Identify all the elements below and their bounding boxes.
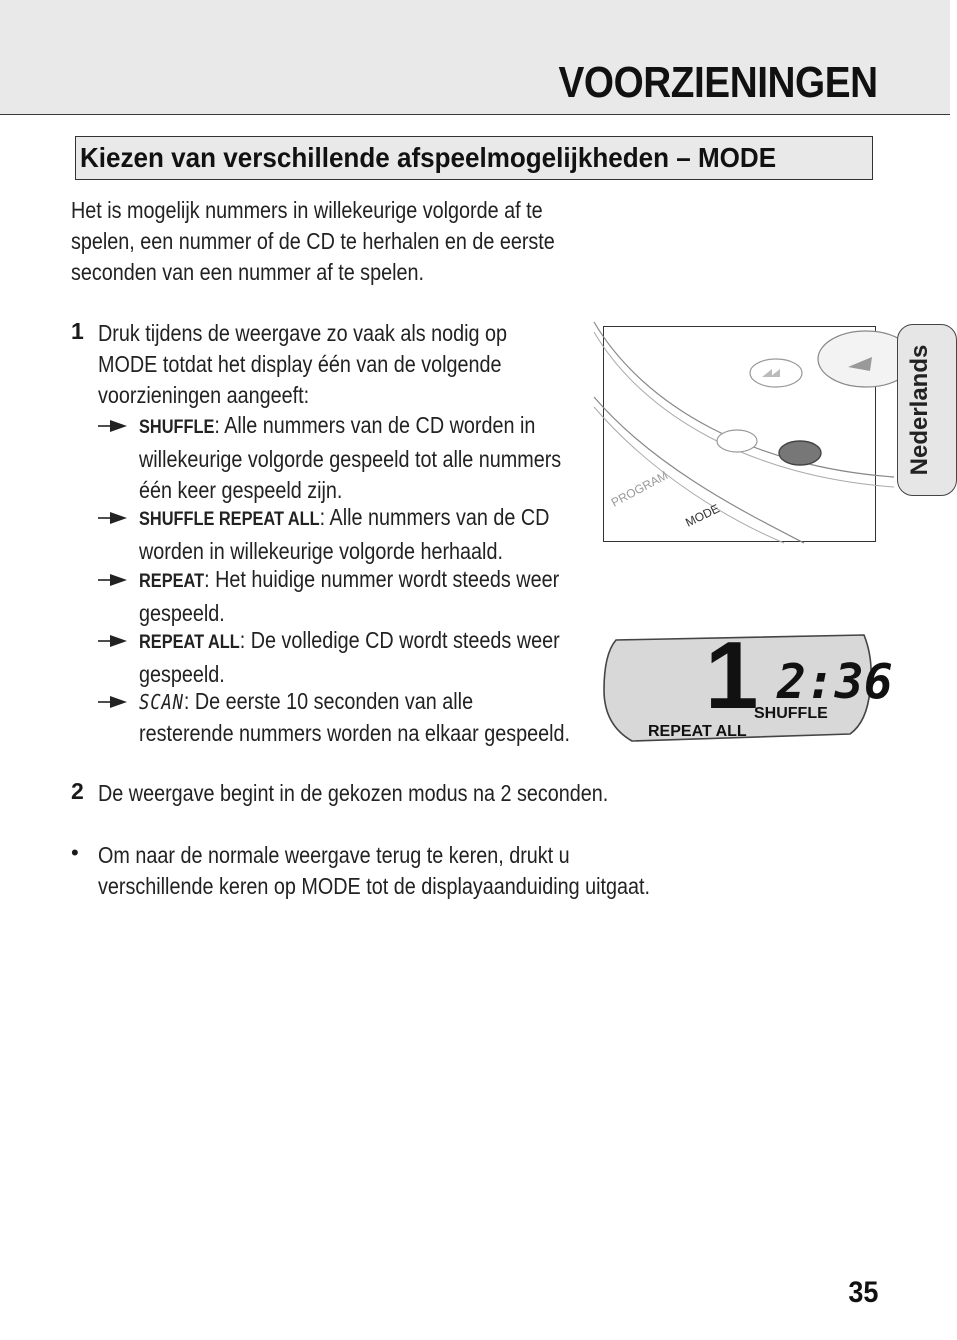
arrow-icon [98, 573, 128, 587]
section-title: Kiezen van verschillende afspeelmogelijkheden – MODE [80, 142, 777, 173]
mode-description: : Het huidige nummer wordt steeds weer [204, 566, 560, 592]
mode-description: willekeurige volgorde gespeeld tot alle nummers [139, 445, 562, 472]
mode-description: worden in willekeurige volgorde herhaald. [139, 537, 503, 564]
lcd-display [602, 622, 893, 745]
mode-description: : De eerste 10 seconden van alle [183, 688, 474, 714]
mode-description: resterende nummers worden na elkaar gespeeld. [139, 719, 571, 746]
lcd-time: 2:36 [777, 654, 893, 710]
step2-text [98, 778, 691, 809]
step-number: 2 [71, 778, 84, 804]
intro-line: seconden van een nummer af te spelen. [71, 258, 424, 285]
lcd-track-number: 1 [705, 622, 759, 729]
mode-description: gespeeld. [139, 599, 225, 626]
arrow-icon [98, 419, 128, 433]
program-label: PROGRAM [608, 468, 671, 510]
arrow-icon [98, 695, 128, 709]
lcd-repeat-label: REPEAT ALL [648, 723, 747, 740]
step-number: 1 [71, 318, 84, 344]
mode-description: : Alle nummers van de CD worden in [214, 412, 536, 438]
arrow-icon [98, 511, 128, 525]
page-title: VOORZIENINGEN [558, 58, 878, 107]
mode-keyword: SHUFFLE REPEAT ALL [139, 509, 320, 530]
lcd-display-drawing [602, 622, 893, 745]
step1-line: MODE totdat het display één van de volgende [98, 350, 502, 377]
mode-label: MODE [683, 501, 722, 530]
mode-description: gespeeld. [139, 660, 225, 687]
intro-paragraph [71, 195, 671, 287]
mode-description: : De volledige CD wordt steeds weer [239, 627, 560, 653]
mode-keyword-lcd: SCAN [139, 690, 184, 714]
mode-button-shape [779, 441, 821, 465]
device-button-illustration [603, 326, 876, 542]
mode-keyword: REPEAT ALL [139, 632, 240, 653]
mode-keyword: SHUFFLE [139, 417, 215, 438]
note-text [98, 840, 740, 902]
step2-line: De weergave begint in de gekozen modus na 2 seconden. [98, 780, 609, 806]
section-heading-box [75, 136, 873, 180]
program-button-shape [717, 430, 757, 452]
language-tab-label: Nederlands [906, 344, 933, 476]
lcd-shuffle-label: SHUFFLE [754, 705, 828, 722]
mode-description: : Alle nummers van de CD [319, 504, 550, 530]
intro-line: Het is mogelijk nummers in willekeurige volgorde af te [71, 197, 543, 223]
arrow-icon [98, 634, 128, 648]
step1-line: voorzieningen aangeeft: [98, 381, 310, 408]
mode-keyword: REPEAT [139, 571, 205, 592]
mode-description: één keer gespeeld zijn. [139, 476, 343, 503]
note-line: Om naar de normale weergave terug te keren, drukt u [98, 842, 570, 868]
bullet-dot: • [71, 840, 79, 865]
step1-line: Druk tijdens de weergave zo vaak als nodig op [98, 320, 508, 346]
page-number: 35 [847, 1276, 878, 1309]
note-line: verschillende keren op MODE tot de displayaanduiding uitgaat. [98, 872, 650, 899]
device-drawing [604, 327, 877, 543]
step1-text [98, 318, 574, 410]
intro-line: spelen, een nummer of de CD te herhalen en de eerste [71, 227, 555, 254]
